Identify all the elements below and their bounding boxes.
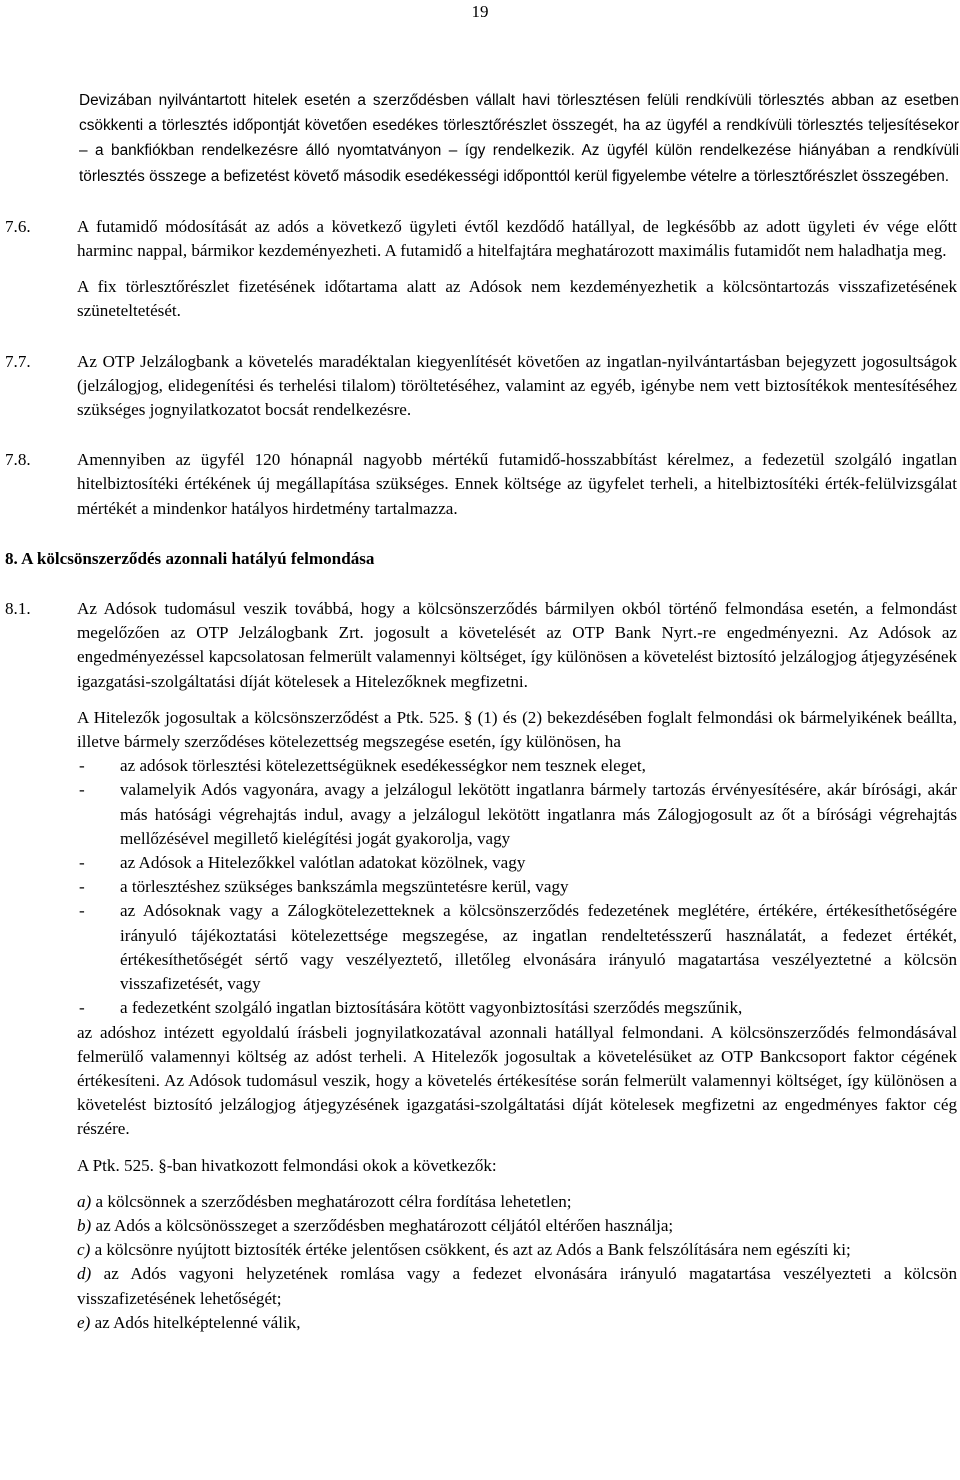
lettered-item [77,1262,957,1310]
item-text: az Adós a kölcsönösszeget a szerződésben meghatározott céljától eltérően használja; [95,1215,674,1235]
list-item-text: a fedezetként szolgáló ingatlan biztosítására kötött vagyonbiztosítási szerződés megszűnik, [120,998,743,1018]
item-letter: e) [77,1312,91,1332]
section-number: 7.6. [5,216,31,236]
dash-bullet: - [79,853,85,873]
item-letter: b) [77,1215,92,1235]
section-7-7 [0,350,957,423]
section-7-7-paragraph-1: Az OTP Jelzálogbank a követelés maradéktalan kiegyenlítését követően az ingatlan-nyilvántartásban bejegyzett jogosultságok (jelzálogjog, elidegenítési és terhelési tilalom) töröltetéséhez, valamint az egyéb, igénybe nem vett biztosítékok mentesítéséhez szükséges jognyilatkozatot bocsát rendelkezésre. [77,351,957,420]
section-number: 7.8. [5,450,31,470]
list-item-text: az adósok törlesztési kötelezettségüknek esedékességkor nem tesznek eleget, [120,756,646,776]
section-8-1-paragraph-2: A Hitelezők jogosultak a kölcsönszerződést a Ptk. 525. § (1) és (2) bekezdésében foglalt felmondási ok bármelyikének beállta, illetve bármely szerződéses kötelezettség megszegése esetén, így különösen, ha [77,707,957,752]
page-number: 19 [471,2,489,21]
item-letter: d) [77,1264,92,1284]
dash-bullet: - [79,998,85,1018]
intro-paragraph: Devizában nyilvántartott hitelek esetén a szerződésben vállalt havi törlesztésen felüli rendkívüli törlesztés abban az esetben csökkenti a törlesztés időpontját követően esedékes törlesztőrészlet összegét, ha az ügyfél a rendkívüli törlesztés teljesítésekor – a bankfiókban rendelkezésre álló nyomtatványon – így rendelkezik. Az ügyfél külön rendelkezése hiányában a rendkívüli törlesztés összege a befizetést követő második esedékességi időponttól kerül figyelembe vételre a törlesztőrészlet összegében. [79,92,959,185]
list-item [77,778,957,851]
lettered-item [77,1238,957,1262]
list-item [77,899,957,996]
list-item [77,996,957,1020]
lettered-item [77,1311,957,1335]
list-item-text: a törlesztéshez szükséges bankszámla megszüntetésre kerül, vagy [120,877,569,897]
list-item [77,875,957,899]
section-8-1 [0,597,957,1335]
section-7-8-paragraph-1: Amennyiben az ügyfél 120 hónapnál nagyobb mértékű futamidő-hosszabbítást kérelmez, a fedezetül szolgáló ingatlan hitelbiztosítéki értékének új megállapítása szükséges. Ennek költsége az ügyfelet terheli, a hitelbiztosítéki érték-felülvizsgálat mértékét a mindenkor hatályos hirdetmény tartalmazza. [77,450,957,518]
item-letter: c) [77,1240,91,1260]
section-7-6 [0,215,957,324]
section-8-1-paragraph-3: az adóshoz intézett egyoldalú írásbeli jognyilatkozatával azonnali hatállyal felmondani. A kölcsönszerződés felmondásával felmerülő valamennyi költség az adóst terheli. A Hitelezők jogosultak a követelésüket az OTP Bankcsoport faktor cégének értékesíteni. Az Adósok tudomásul veszik, hogy a követelés értékesítése során felmerült valamennyi költséget, így különösen a követelést biztosító jelzálogjog átjegyzésének igazgatási-szolgáltatási díját kötelesek megfizetni az engedményes faktor cég részére. [77,1022,957,1139]
lettered-item [77,1214,957,1238]
dash-bullet: - [79,877,85,897]
section-7-6-paragraph-1: A futamidő módosítását az adós a következő ügyleti évtől kezdődő hatállyal, de legkésőbb az adott ügyleti év vége előtt harminc nappal, bármikor kezdeményezheti. A futamidő a hitelfajtára meghatározott maximális futamidőt nem haladhatja meg. [77,216,957,261]
item-text: a kölcsönre nyújtott biztosíték értéke jelentősen csökkent, és azt az Adós a Bank felszólítására nem egészíti ki; [94,1240,851,1260]
list-item-text: az Adósoknak vagy a Zálogkötelezetteknek a kölcsönszerződés fedezetének meglétére, értékére, értékesíthetőségére irányuló tájékoztatási kötelezettsége megszegése, az ingatlan rendeltetésszerű használatát, a fedezet értékét, értékesíthetőségét sértő vagy veszélyeztető, illetőleg elvonására irányuló magatartása veszélyeztetné a kölcsön visszafizetését, vagy [120,901,957,994]
section-8-1-paragraph-4: A Ptk. 525. §-ban hivatkozott felmondási okok a következők: [77,1155,497,1175]
list-item [77,851,957,875]
item-letter: a) [77,1191,92,1211]
section-7-8 [0,448,957,521]
section-7-6-paragraph-2: A fix törlesztőrészlet fizetésének időtartama alatt az Adósok nem kezdeményezhetik a kölcsöntartozás visszafizetésének szüneteltetését. [77,277,957,321]
list-item [77,754,957,778]
item-text: a kölcsönnek a szerződésben meghatározott célra fordítása lehetetlen; [95,1191,572,1211]
section-8-1-paragraph-1: Az Adósok tudomásul veszik továbbá, hogy a kölcsönszerződés bármilyen okból történő felmondása esetén, a felmondást megelőzően az OTP Jelzálogbank Zrt. jogosult a követelését az OTP Bank Nyrt.-re engedményezni. Az Adósok az engedményezéssel kapcsolatosan felmerült valamennyi költséget, így különösen a követelést biztosító jelzálogjog átjegyzésének igazgatási-szolgáltatási díját kötelesek a Hitelezőknek megfizetni. [77,599,957,691]
dash-bullet: - [79,901,85,921]
section-8-heading: 8. A kölcsönszerződés azonnali hatályú felmondása [5,548,375,568]
dash-bullet: - [79,780,85,800]
document-body [0,88,960,1335]
termination-reasons-list [77,754,957,1020]
list-item-text: az Adósok a Hitelezőkkel valótlan adatokat közölnek, vagy [120,853,526,873]
section-number: 7.7. [5,351,31,371]
dash-bullet: - [79,756,85,776]
section-number: 8.1. [5,599,31,619]
lettered-list [77,1190,957,1335]
lettered-item [77,1190,957,1214]
list-item-text: valamelyik Adós vagyonára, avagy a jelzálogul lekötött ingatlanra bármely tartozás érvényesítésére, akár bírósági, akár más hatósági végrehajtás indul, avagy a jelzálogul lekötött ingatlanra más Zálogjogosult az őt a bírósági végrehajtás mellőzésével megillető kielégítési jogát gyakorolja, vagy [120,780,957,848]
item-text: az Adós vagyoni helyzetének romlása vagy a fedezet elvonására irányuló magatartása veszélyezteti a kölcsön visszafizetésének lehetőségét; [77,1264,957,1308]
item-text: az Adós hitelképtelenné válik, [94,1312,301,1332]
